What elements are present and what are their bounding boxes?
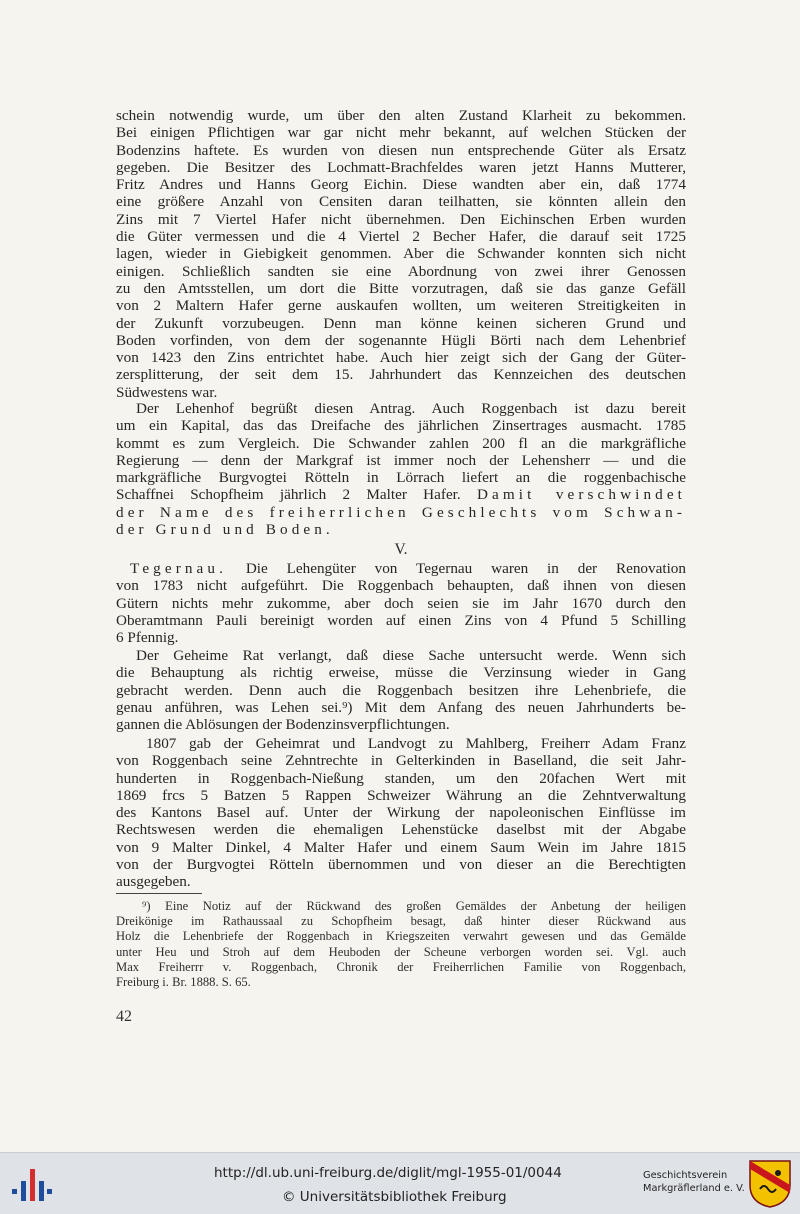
footnote-line: Holz die Lehenbriefe der Roggenbach in Kriegszeiten verwahrt gewesen und das Gemälde: [116, 929, 686, 944]
text-line: Gütern nichts mehr zukomme, aber doch seien sie im Jahr 1670 durch den: [116, 594, 686, 612]
footnote-line: ⁹) Eine Notiz auf der Rückwand des großen Gemäldes der Anbetung der heiligen: [142, 899, 686, 913]
text-line: einigen. Schließlich sandten sie eine Abordnung von zwei ihrer Genossen: [116, 262, 686, 280]
text-line: genau anführen, was Lehen sei.⁹) Mit dem Anfang des neuen Jahrhunderts be-: [116, 698, 686, 716]
footnote-line: Max Freiherrr v. Roggenbach, Chronik der Freiherrlichen Familie von Roggenbach,: [116, 959, 686, 974]
text-line: von 2 Maltern Hafer gerne auskaufen wollten, um weiteren Streitigkeiten in: [116, 297, 686, 315]
text-line: 1807 gab der Geheimrat und Landvogt zu Mahlberg, Freiherr Adam Franz: [146, 735, 686, 752]
text-line: Der Geheime Rat verlangt, daß diese Sache untersucht werde. Wenn sich: [136, 647, 686, 664]
text-fragment: Die Lehengüter von Tegernau waren in der Renovation: [226, 560, 686, 577]
text-line: eine größere Anzahl von Censiten daran teilhatten, sie könnten allein den: [116, 193, 686, 211]
text-line: Fritz Andres und Hanns Georg Eichin. Diese wandten aber ein, daß 1774: [116, 176, 686, 194]
text-line: von 1423 den Zins entrichtet habe. Auch hier zeigt sich der Gang der Güter-: [116, 349, 686, 367]
text-line: Bei einigen Pflichtigen war gar nicht mehr bekannt, auf welchen Stücken der: [116, 124, 686, 142]
society-name-line-1: Geschichtsverein: [643, 1170, 728, 1181]
text-line: gegeben. Die Besitzer des Lochmatt-Brachfeldes waren jetzt Hanns Mutterer,: [116, 158, 686, 176]
text-line: lagen, wieder in Giebigkeit genommen. Aber die Schwander konnten sich nicht: [116, 245, 686, 263]
page-number: 42: [116, 1008, 132, 1025]
text-line: von der Burgvogtei Rötteln übernommen und von dieser an die Berechtigten: [116, 856, 686, 874]
coat-of-arms-icon: [748, 1159, 792, 1209]
text-fragment: Schaffnei Schopfheim jährlich 2 Malter Hafer.: [116, 486, 461, 504]
text-line: Südwestens war.: [116, 383, 218, 401]
text-line: zersplitterung, der seit dem 15. Jahrhundert das Kennzeichen des deutschen: [116, 366, 686, 384]
text-line: von 1783 nicht aufgeführt. Die Roggenbach behaupten, daß ihnen von diesen: [116, 577, 686, 595]
university-library-logo-icon: [12, 1165, 52, 1205]
text-line: markgräfliche Burgvogtei Rötteln in Lörrach liefert an die roggenbachische: [116, 469, 686, 487]
text-line: schein notwendig wurde, um über den alten Zustand Klarheit zu bekommen.: [116, 107, 686, 124]
footnote-line: unter Heu und Stroh auf dem Heuboden der Scheune verborgen worden sei. Vgl. auch: [116, 944, 686, 959]
footnote: [116, 899, 686, 990]
text-line: hunderten in Roggenbach-Nießung standen, um den 20fachen Wert mit: [116, 769, 686, 787]
footnote-divider: [116, 893, 202, 894]
text-line: ausgegeben.: [116, 873, 191, 891]
paragraph-2: [116, 400, 686, 538]
text-line: [116, 560, 686, 577]
permalink-url[interactable]: http://dl.ub.uni-freiburg.de/diglit/mgl-1955-01/0044: [214, 1165, 562, 1181]
text-line: [116, 486, 686, 503]
text-line: Bodenzins haftete. Es wurden von diesen nun entsprechende Güter als Ersatz: [116, 141, 686, 159]
paragraph-4: [116, 647, 686, 733]
text-line: Regierung — denn der Markgraf ist immer noch der Lehensherr — und die: [116, 451, 686, 469]
text-line: Der Lehenhof begrüßt diesen Antrag. Auch Roggenbach ist dazu bereit: [136, 400, 686, 417]
text-line: gebracht werden. Denn auch die Roggenbach besitzen ihre Lehenbriefe, die: [116, 681, 686, 699]
text-line: 1869 frcs 5 Batzen 5 Rappen Schweizer Währung an die Zehntverwaltung: [116, 786, 686, 804]
emphasized-text-line: der Name des freiherrlichen Geschlechts vom Schwan-: [116, 503, 686, 521]
text-line: des Kantons Basel auf. Unter der Wirkung der napoleonischen Einflüsse im: [116, 804, 686, 822]
paragraph-5: [116, 735, 686, 891]
emphasized-text-line: der Grund und Boden.: [116, 521, 334, 539]
copyright-notice: © Universitätsbibliothek Freiburg: [282, 1189, 507, 1205]
text-line: zu den Amtsstellen, um dort die Bitte vorzutragen, daß sie das ganze Gefäll: [116, 279, 686, 297]
text-line: 6 Pfennig.: [116, 629, 179, 647]
paragraph-1: [116, 107, 686, 401]
place-name: Tegernau.: [130, 560, 227, 577]
section-heading: V.: [394, 541, 408, 558]
text-line: gannen die Ablösungen der Bodenzinsverpflichtungen.: [116, 716, 450, 734]
emphasized-text: Damit verschwindet: [476, 486, 686, 504]
text-line: um ein Kapital, das das Dreifache des jährlichen Zinsertrages ausmacht. 1785: [116, 417, 686, 435]
footnote-line: Freiburg i. Br. 1888. S. 65.: [116, 975, 251, 990]
text-line: Boden vorfinden, von dem der sogenannte Hügli Börti nach dem Lehenbrief: [116, 331, 686, 349]
text-line: von 9 Malter Dinkel, 4 Malter Hafer und einem Saum Wein im Jahre 1815: [116, 838, 686, 856]
paragraph-3: [116, 560, 686, 646]
text-line: die Behauptung als richtig erweise, müsse die Verzinsung wieder in Gang: [116, 664, 686, 682]
footnote-line: Dreikönige im Rathaussaal zu Schopfheim besagt, daß hinter dieser Rückwand aus: [116, 914, 686, 929]
text-line: Oberamtmann Pauli bereinigt worden auf einen Zins von 4 Pfund 5 Schilling: [116, 611, 686, 629]
text-line: kommt es zum Vergleich. Die Schwander zahlen 200 fl an die markgräfliche: [116, 434, 686, 452]
text-line: Rechtswesen werden die ehemaligen Lehenstücke daselbst mit der Abgabe: [116, 821, 686, 839]
viewer-footer-bar: [0, 1152, 800, 1214]
text-line: die Güter vermessen und die 4 Viertel 2 Becher Hafer, die darauf seit 1725: [116, 228, 686, 246]
text-line: Zins mit 7 Viertel Hafer nicht übernehmen. Den Eichinschen Erben wurden: [116, 210, 686, 228]
society-name-line-2: Markgräflerland e. V.: [643, 1183, 745, 1194]
text-line: von Roggenbach seine Zehntrechte in Gelterkinden in Baselland, die seit Jahr-: [116, 752, 686, 770]
society-name: [643, 1169, 745, 1195]
text-line: der Zukunft vorzubeugen. Denn man könne keinen sicheren Grund und: [116, 314, 686, 332]
